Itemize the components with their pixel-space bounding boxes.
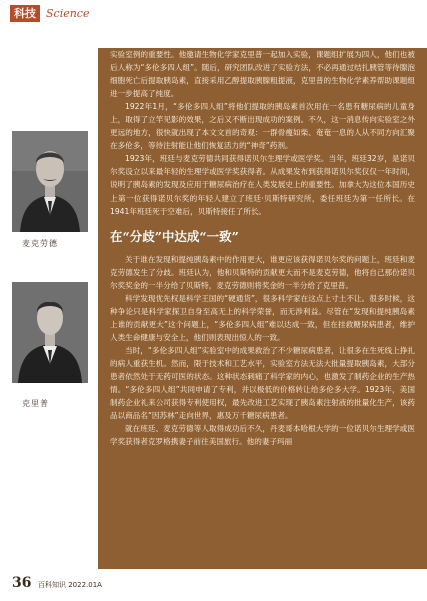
paragraph: 就在班廷、麦克劳德等人取得成功后不久，丹麦哥本哈根大学的一位诺贝尔生理学或医学奖获得者克罗格携妻子前往美国旅行。他的妻子玛丽 <box>110 424 415 447</box>
portrait-photo-macleod <box>12 131 88 232</box>
paragraph: 实验室例的重要性。他邀请生物化学家克里普一起加入实验，课题组扩展为四人，他们也被后人称为“多伦多四人组”。随后，研究团队改进了实验方法，不必再通过结扎胰管等待腺泡细胞死亡后提取胰岛素，直接采用乙醇提取胰腺粗提液，克里普的生物化学素养帮助课题组进一步提高了纯度。 <box>110 50 415 99</box>
photo-caption: 麦克劳德 <box>22 239 58 248</box>
page-number: 36 <box>12 575 32 591</box>
section-tag-en: Science <box>46 7 90 20</box>
paragraph: 当时，“多伦多四人组”实验室中的成果救治了不少糖尿病患者，让很多在生死线上挣扎的病人重获生机。然而，限于技术和工艺水平，实验室方法无法大批量提取胰岛素，大部分患者依然处于无药可医的状态。这种状态刺痛了科学家的内心，也激发了制药企业的生产热情。“多伦多四人组”共同申请了专利，并以极低的价格转让给多伦多大学。1923年，美国制药企业礼来公司获得专利使用权，最先改进工艺实现了胰岛素注射液的批量化生产，该药品以商品名“因苏林”走向世界，惠及万千糖尿病患者。 <box>110 345 415 421</box>
paragraph: 1923年，班廷与麦克劳德共同获得诺贝尔生理学或医学奖。当年，班廷32岁，是诺贝尔奖设立以来最年轻的生理学或医学奖获得者。从成果发布到获得诺贝尔奖仅仅一年时间，说明了胰岛素的发现及应用于糖尿病治疗在人类发展史上的重要性。加拿大为这位本国历史上第一位获得诺贝尔奖的年轻人建立了班廷·贝斯特研究所，委任班廷为第一任所长。在1941年班廷死于空难后，贝斯特接任了所长。 <box>110 154 415 216</box>
paragraph: 科学发现优先权是科学王国的“硬通货”，很多科学家在这点上寸土不让。很多时候，这种争论只是科学家探卫自身至高无上的科学荣誉，而无涉利益。尽管在“发现和提纯胰岛素上谁的贡献更大”这个问题上，“多伦多四人组”难以达成一致，但在挂救糖尿病患者，维护人类生命健康与安全上，他们则表现出惊人的一致。 <box>110 293 415 342</box>
page-header <box>0 0 427 30</box>
paragraph: 1922年1月，“多伦多四人组”将他们提取的胰岛素首次用在一名患有糖尿病的儿童身上，取得了立竿见影的效果，之后又不断出现成功的案例。不久，这一消息传向实验室之外更远的地方，很快就出现了本文文首的奇观：一群骨瘦如柴、奄奄一息的人从不同方向汇聚在多伦多，等待注射能让他们恢复活力的“神奇”药剂。 <box>110 102 415 151</box>
article-body <box>98 48 427 569</box>
journal-issue: 百科知识 2022.01A <box>38 581 102 589</box>
section-heading: 在“分歧”中达成“一致” <box>110 228 239 244</box>
photo-caption: 克里普 <box>22 399 49 408</box>
portrait-photo-collip <box>12 282 88 383</box>
paragraph: 关于谁在发现和提纯胰岛素中的作用更大，谁更应该获得诺贝尔奖的问题上，班廷和麦克劳德发生了分歧。班廷认为，他和贝斯特的贡献更大而不是麦克劳德，他将自己那份诺贝尔奖奖金的一半分给了贝斯特，麦克劳德则将奖金的一半分给了克里普。 <box>110 254 415 290</box>
section-tag: 科技 <box>10 5 40 22</box>
